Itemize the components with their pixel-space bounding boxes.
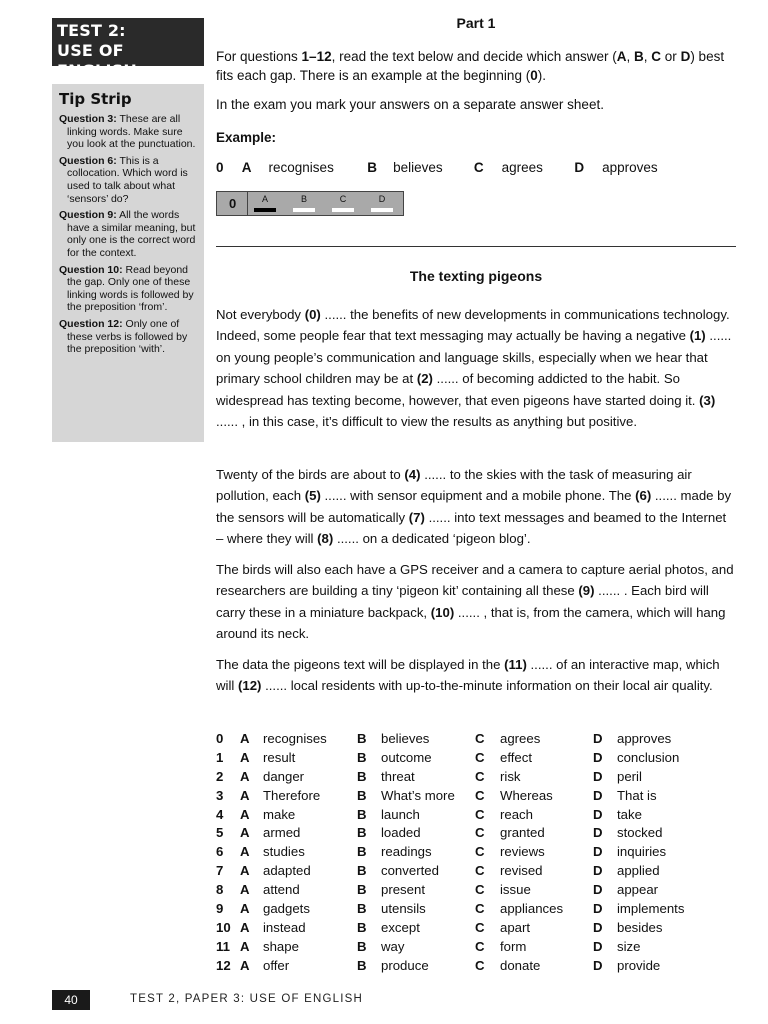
option-c: reviews: [500, 844, 545, 860]
tip-item: Question 10: Read beyond the gap. Only one of these linking words is followed by the preposition ‘from’.: [59, 263, 194, 314]
answer-mark-b: [293, 208, 315, 212]
question-number: 7: [216, 863, 224, 879]
option-letter: B: [357, 749, 367, 765]
option-a: result: [263, 749, 296, 765]
option-d: provide: [617, 957, 661, 973]
option-letter: C: [475, 731, 485, 746]
option-c: risk: [500, 768, 521, 784]
option-c: revised: [500, 863, 543, 879]
paragraph-1: Not everybody (0) ...... the benefits of new developments in communications technology. Indeed, some people fear that text messaging may actually be having a negative (1) ...... on young people’s communication and language skills, especially when we hear that primary school children may be at (2) ...... of becoming addicted to the habit. So widespread has texting become, however, that even pigeons have started doing it. (3) ...... , in this case, it’s difficult to view the results as anything but positive.: [216, 307, 732, 430]
option-letter: A: [240, 938, 250, 954]
paragraph-3: The birds will also each have a GPS receiver and a camera to capture aerial photos, and researchers are building a tiny ‘pigeon kit’ containing all these (9) ...... . Each bird will carry these in a miniature backpack, (10) ...... , that is, from the camera, which will hang around its neck.: [216, 562, 734, 642]
option-letter: B: [357, 844, 367, 860]
option-letter: C: [475, 844, 485, 860]
option-letter: D: [593, 844, 603, 860]
option-a: armed: [263, 825, 301, 841]
option-letter: B: [357, 882, 367, 898]
option-letter: C: [475, 882, 485, 898]
option-letter: A: [240, 768, 250, 784]
option-d: approves: [617, 731, 672, 746]
option-letter: B: [357, 731, 367, 746]
option-c: form: [500, 938, 527, 954]
answer-mark-c: [332, 208, 354, 212]
answer-cell-a: A: [261, 194, 268, 204]
option-letter: C: [475, 768, 485, 784]
option-d: stocked: [617, 825, 663, 841]
option-letter: D: [593, 863, 603, 879]
option-letter: A: [240, 863, 250, 879]
answer-mark-d: [371, 208, 393, 212]
question-number: 8: [216, 882, 224, 898]
answer-cell-d: D: [378, 194, 386, 204]
part-heading: Part 1: [456, 15, 496, 31]
answer-sheet-example: [216, 191, 404, 216]
option-letter: C: [475, 957, 485, 973]
option-letter: D: [593, 787, 603, 803]
option-d: take: [617, 806, 642, 822]
option-letter: A: [240, 957, 250, 973]
question-number: 1: [216, 749, 224, 765]
option-c: Whereas: [500, 787, 553, 803]
tip-item: Question 3: These are all linking words. Make sure you look at the punctuation.: [59, 113, 196, 151]
option-letter: D: [593, 882, 603, 898]
option-letter: C: [475, 901, 485, 917]
answer-cell-c: C: [339, 194, 347, 204]
question-number: 6: [216, 844, 224, 860]
paragraph-2: Twenty of the birds are about to (4) ...... to the skies with the task of measuring air pollution, each (5) ...... with sensor equipment and a mobile phone. The (6) ...... made by the sensors will be automatically (7) ...... into text messages and beamed to the Internet – where they will (8) ...... on a dedicated ‘pigeon blog’.: [216, 467, 732, 547]
option-b: way: [381, 938, 405, 954]
option-c: reach: [500, 806, 533, 822]
tip-strip-title: Tip Strip: [59, 90, 132, 108]
option-b: produce: [381, 957, 429, 973]
option-letter: A: [240, 749, 250, 765]
paragraph-4: The data the pigeons text will be displayed in the (11) ...... of an interactive map, which will (12) ...... local residents with up-to-the-minute information on their local air quality.: [216, 657, 720, 694]
option-d: inquiries: [617, 844, 667, 860]
option-letter: B: [357, 806, 367, 822]
exam-note: In the exam you mark your answers on a separate answer sheet.: [216, 97, 604, 112]
option-b: What’s more: [381, 787, 455, 803]
option-letter: A: [240, 844, 250, 860]
option-letter: B: [357, 863, 367, 879]
option-d: appear: [617, 882, 659, 898]
option-b: outcome: [381, 749, 432, 765]
option-d: conclusion: [617, 749, 680, 765]
option-letter: C: [475, 863, 485, 879]
option-d: besides: [617, 919, 663, 935]
option-c: appliances: [500, 901, 564, 917]
option-a: attend: [263, 882, 300, 898]
option-letter: B: [357, 957, 367, 973]
option-d: size: [617, 938, 641, 954]
divider-line: [216, 246, 736, 247]
option-b: threat: [381, 768, 415, 784]
text-title: The texting pigeons: [409, 268, 543, 284]
option-letter: A: [240, 787, 250, 803]
option-letter: C: [475, 749, 485, 765]
option-letter: D: [593, 731, 603, 746]
question-number: 5: [216, 825, 224, 841]
option-a: instead: [263, 919, 306, 935]
option-letter: D: [593, 806, 603, 822]
answer-mark-a: [254, 208, 276, 212]
example-number: 0: [216, 160, 224, 175]
option-b: utensils: [381, 901, 426, 917]
banner-line-2: USE OF ENGLISH: [57, 41, 137, 80]
option-d: applied: [617, 863, 660, 879]
option-letter: C: [475, 919, 485, 935]
tip-item: Question 9: All the words have a similar meaning, but only one is the correct word for the context.: [59, 209, 196, 259]
option-c: issue: [500, 882, 531, 898]
question-number: 9: [216, 901, 224, 917]
option-letter: D: [593, 749, 603, 765]
option-letter: B: [357, 768, 367, 784]
option-letter: D: [593, 957, 603, 973]
tip-list: [59, 113, 198, 356]
option-c: granted: [500, 825, 545, 841]
option-a: adapted: [263, 863, 311, 879]
question-number: 10: [216, 919, 231, 935]
option-d: That is: [617, 787, 657, 803]
option-letter: B: [357, 919, 367, 935]
option-a: recognises: [263, 731, 327, 746]
option-b: believes: [381, 731, 430, 746]
option-a: offer: [263, 957, 290, 973]
option-letter: D: [593, 825, 603, 841]
option-letter: D: [593, 938, 603, 954]
option-b: loaded: [381, 825, 421, 841]
example-options: 0 A recognises B believes C agrees D approves: [216, 160, 658, 175]
option-a: studies: [263, 844, 305, 860]
option-letter: A: [240, 806, 250, 822]
tip-item: Question 6: This is a collocation. Which word is used to talk about what ‘sensors’ do?: [59, 154, 188, 205]
option-b: launch: [381, 806, 420, 822]
answer-cell-b: B: [300, 194, 307, 204]
answer-box-number: 0: [229, 196, 237, 211]
option-c: donate: [500, 957, 541, 973]
option-letter: D: [593, 901, 603, 917]
option-c: agrees: [500, 731, 541, 746]
option-d: peril: [617, 768, 642, 784]
page-number: 40: [52, 990, 90, 1010]
option-letter: B: [357, 938, 367, 954]
option-b: except: [381, 919, 420, 935]
tip-item: Question 12: Only one of these verbs is followed by the preposition ‘with’.: [59, 317, 188, 356]
question-number: 2: [216, 768, 224, 784]
instructions: For questions 1–12, read the text below and decide which answer (A, B, C or D) best fits each gap. There is an example at the beginning (0).: [216, 49, 725, 83]
option-letter: B: [357, 901, 367, 917]
option-b: readings: [381, 844, 432, 860]
banner-line-1: TEST 2:: [57, 21, 126, 40]
option-letter: C: [475, 825, 485, 841]
option-a: Therefore: [263, 787, 321, 803]
option-a: danger: [263, 768, 305, 784]
footer-text: TEST 2, PAPER 3: USE OF ENGLISH: [130, 993, 363, 1005]
option-letter: A: [240, 919, 250, 935]
option-b: converted: [381, 863, 439, 879]
answer-box-divider: [247, 192, 248, 215]
option-letter: A: [240, 901, 250, 917]
option-b: present: [381, 882, 425, 898]
option-a: gadgets: [263, 901, 310, 917]
option-c: apart: [500, 919, 531, 935]
option-a: make: [263, 806, 296, 822]
option-letter: D: [593, 768, 603, 784]
question-number: 0: [216, 731, 224, 746]
question-number: 3: [216, 787, 224, 803]
option-c: effect: [500, 749, 533, 765]
option-letter: C: [475, 787, 485, 803]
option-letter: C: [475, 938, 485, 954]
option-letter: C: [475, 806, 485, 822]
option-letter: A: [240, 882, 250, 898]
option-letter: D: [593, 919, 603, 935]
option-d: implements: [617, 901, 685, 917]
tip-strip: [52, 84, 204, 442]
option-letter: A: [240, 825, 250, 841]
option-a: shape: [263, 938, 299, 954]
question-number: 12: [216, 957, 231, 973]
option-letter: A: [240, 731, 250, 746]
question-number: 4: [216, 806, 224, 822]
option-letter: B: [357, 825, 367, 841]
test-banner: [52, 18, 204, 80]
question-number: 11: [216, 938, 230, 954]
option-letter: B: [357, 787, 367, 803]
example-label: Example:: [216, 130, 277, 145]
